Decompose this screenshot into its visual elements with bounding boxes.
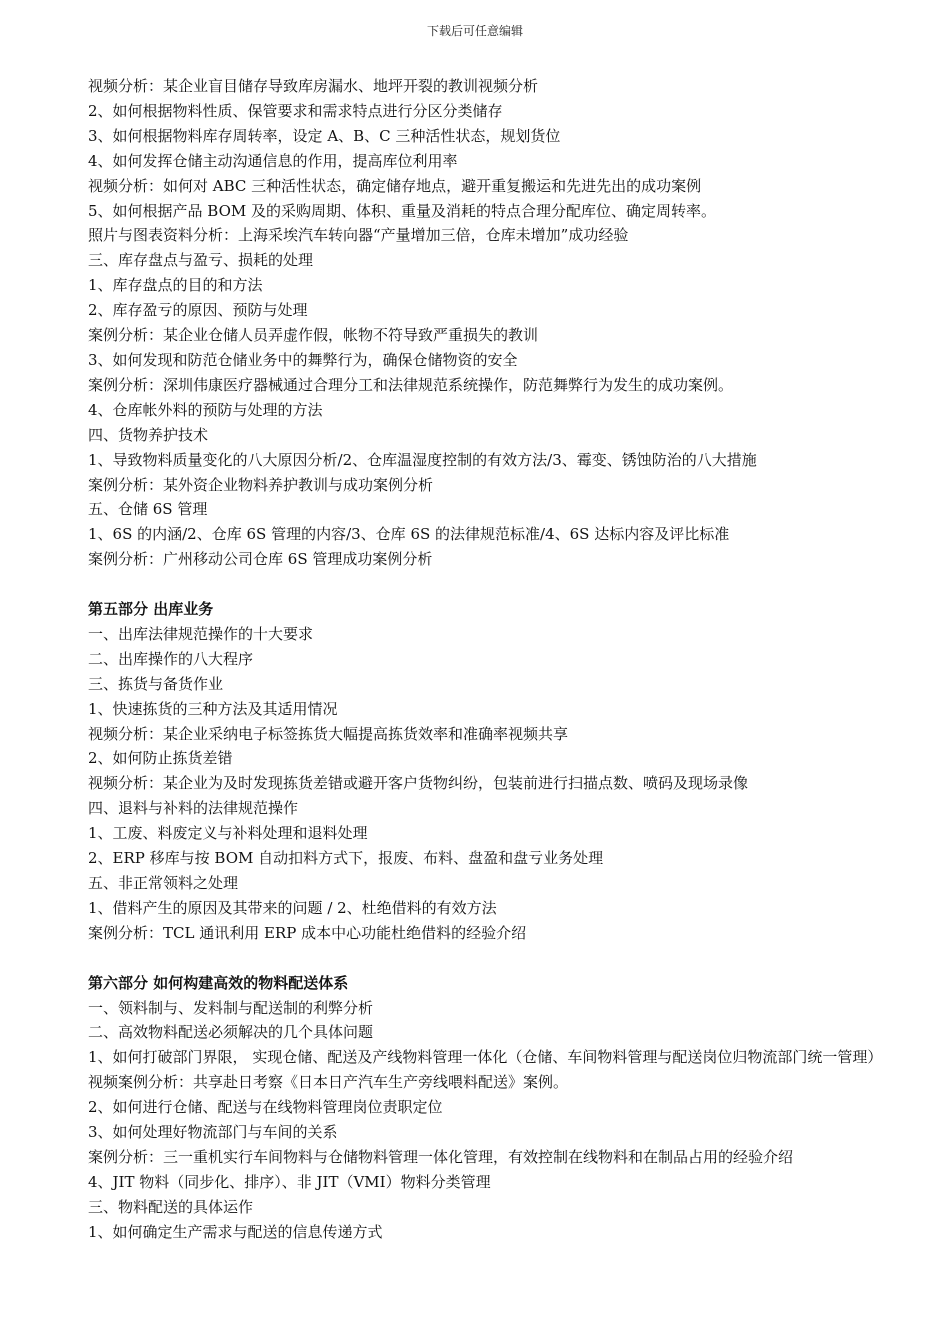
spacer bbox=[88, 946, 888, 971]
text-line: 照片与图表资料分析：上海采埃汽车转向器“产量增加三倍，仓库未增加”成功经验 bbox=[88, 226, 629, 245]
part5-block bbox=[88, 597, 888, 946]
text-line: 视频分析：某企业盲目储存导致库房漏水、地坪开裂的教训视频分析 bbox=[88, 77, 539, 95]
subheading: 一、领料制与、发料制与配送制的利弊分析 bbox=[88, 998, 374, 1017]
text-line: 4、JIT 物料（同步化、排序）、非 JIT（VMI）物料分类管理 bbox=[88, 1172, 491, 1191]
text-line: 案例分析：三一重机实行车间物料与仓储物料管理一体化管理，有效控制在线物料和在制品占用的经验介绍 bbox=[88, 1147, 794, 1166]
subheading: 二、高效物料配送必须解决的几个具体问题 bbox=[88, 1023, 374, 1042]
text-line: 案例分析：某外资企业物料养护教训与成功案例分析 bbox=[88, 475, 434, 494]
subheading: 一、出库法律规范操作的十大要求 bbox=[88, 624, 314, 643]
text-line: 1、库存盘点的目的和方法 bbox=[88, 276, 263, 295]
page-header: 下载后可任意编辑 bbox=[426, 24, 523, 38]
text-line: 案例分析：TCL 通讯利用 ERP 成本中心功能杜绝借料的经验介绍 bbox=[88, 923, 527, 942]
text-line: 1、如何确定生产需求与配送的信息传递方式 bbox=[88, 1222, 383, 1241]
subheading: 三、拣货与备货作业 bbox=[88, 674, 224, 693]
text-line: 1、导致物料质量变化的八大原因分析/2、仓库温湿度控制的有效方法/3、霉变、锈蚀防治的八大措施 bbox=[88, 450, 757, 469]
text-line: 案例分析：广州移动公司仓库 6S 管理成功案例分析 bbox=[88, 550, 433, 569]
text-line: 1、工废、料废定义与补料处理和退料处理 bbox=[88, 824, 368, 843]
text-line: 视频分析：某企业为及时发现拣货差错或避开客户货物纠纷，包装前进行扫描点数、喷码及现场录像 bbox=[88, 774, 749, 793]
spacer bbox=[88, 572, 888, 597]
text-line: 2、库存盈亏的原因、预防与处理 bbox=[88, 301, 308, 320]
text-line: 5、如何根据产品 BOM 及的采购周期、体积、重量及消耗的特点合理分配库位、确定周转率。 bbox=[88, 201, 717, 220]
text-line: 视频案例分析：共享赴日考察《日本日产汽车生产旁线喂料配送》案例。 bbox=[88, 1073, 569, 1092]
text-line: 2、如何进行仓储、配送与在线物料管理岗位责职定位 bbox=[88, 1098, 443, 1117]
document-body bbox=[88, 74, 888, 1245]
text-line: 视频分析：某企业采纳电子标签拣货大幅提高拣货效率和准确率视频共享 bbox=[88, 724, 569, 743]
text-line: 1、借料产生的原因及其带来的问题 / 2、杜绝借料的有效方法 bbox=[88, 898, 497, 917]
subheading: 四、退料与补料的法律规范操作 bbox=[88, 799, 299, 818]
text-line: 3、如何根据物料库存周转率，设定 A、B、C 三种活性状态，规划货位 bbox=[88, 126, 561, 145]
subheading: 三、库存盘点与盈亏、损耗的处理 bbox=[88, 251, 314, 270]
section4-block bbox=[88, 74, 888, 572]
text-line: 1、如何打破部门界限， 实现仓储、配送及产线物料管理一体化（仓储、车间物料管理与配送岗位归物流部门统一管理） bbox=[88, 1048, 883, 1067]
subheading: 五、仓储 6S 管理 bbox=[88, 500, 208, 519]
text-line: 4、仓库帐外料的预防与处理的方法 bbox=[88, 400, 323, 419]
subheading: 三、物料配送的具体运作 bbox=[88, 1197, 254, 1216]
subheading: 二、出库操作的八大程序 bbox=[88, 649, 254, 668]
text-line: 1、快速拣货的三种方法及其适用情况 bbox=[88, 699, 338, 718]
text-line: 3、如何处理好物流部门与车间的关系 bbox=[88, 1123, 338, 1142]
text-line: 案例分析：深圳伟康医疗器械通过合理分工和法律规范系统操作，防范舞弊行为发生的成功案例。 bbox=[88, 375, 734, 394]
text-line: 3、如何发现和防范仓储业务中的舞弊行为，确保仓储物资的安全 bbox=[88, 350, 518, 369]
text-line: 案例分析：某企业仓储人员弄虚作假，帐物不符导致严重损失的教训 bbox=[88, 326, 539, 345]
text-line: 2、如何根据物料性质、保管要求和需求特点进行分区分类储存 bbox=[88, 101, 503, 120]
part6-block bbox=[88, 971, 888, 1245]
text-line: 4、如何发挥仓储主动沟通信息的作用，提高库位利用率 bbox=[88, 151, 458, 170]
part5-title: 第五部分 出库业务 bbox=[88, 600, 214, 619]
text-line: 1、6S 的内涵/2、仓库 6S 管理的内容/3、仓库 6S 的法律规范标准/4、6S 达标内容及评比标准 bbox=[88, 525, 730, 544]
text-line: 视频分析：如何对 ABC 三种活性状态，确定储存地点，避开重复搬运和先进先出的成功案例 bbox=[88, 176, 702, 195]
text-line: 2、如何防止拣货差错 bbox=[88, 749, 233, 768]
subheading: 五、非正常领料之处理 bbox=[88, 873, 239, 892]
text-line: 2、ERP 移库与按 BOM 自动扣料方式下，报废、布料、盘盈和盘亏业务处理 bbox=[88, 849, 604, 868]
subheading: 四、货物养护技术 bbox=[88, 425, 209, 444]
part6-title: 第六部分 如何构建高效的物料配送体系 bbox=[88, 973, 349, 992]
